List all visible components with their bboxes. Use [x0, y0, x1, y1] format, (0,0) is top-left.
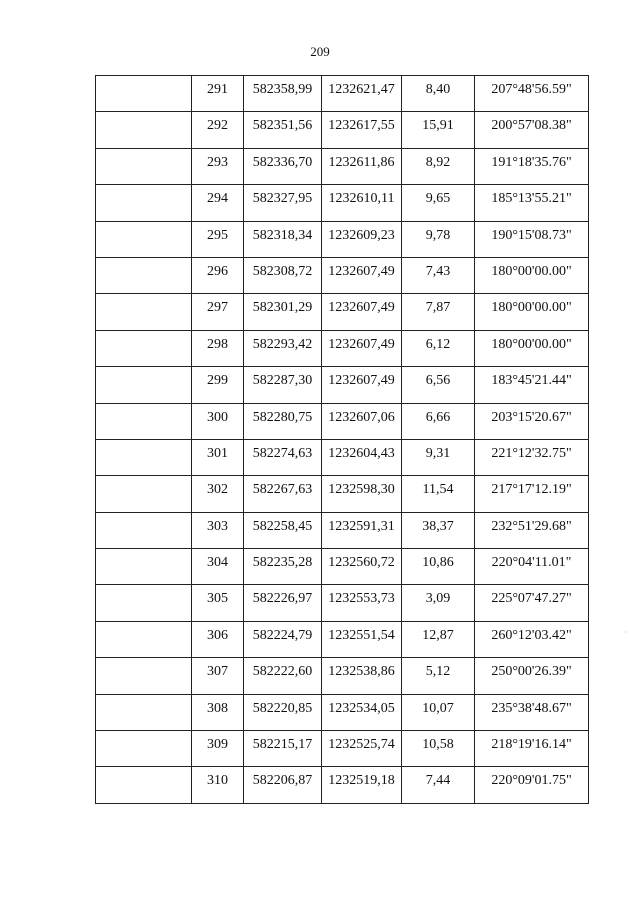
cell-empty — [96, 621, 192, 657]
cell-x-coordinate: 582287,30 — [244, 367, 322, 403]
cell-x-coordinate: 582267,63 — [244, 476, 322, 512]
cell-length: 12,87 — [402, 621, 475, 657]
cell-length: 10,58 — [402, 731, 475, 767]
cell-empty — [96, 221, 192, 257]
cell-point-number: 300 — [192, 403, 244, 439]
table-row — [96, 549, 589, 585]
cell-length: 10,86 — [402, 549, 475, 585]
table-row — [96, 221, 589, 257]
cell-empty — [96, 658, 192, 694]
cell-empty — [96, 148, 192, 184]
cell-x-coordinate: 582358,99 — [244, 76, 322, 112]
cell-empty — [96, 439, 192, 475]
cell-point-number: 304 — [192, 549, 244, 585]
cell-length: 6,12 — [402, 330, 475, 366]
cell-length: 3,09 — [402, 585, 475, 621]
table-row — [96, 694, 589, 730]
table-row — [96, 476, 589, 512]
cell-point-number: 308 — [192, 694, 244, 730]
cell-angle: 217°17'12.19" — [475, 476, 589, 512]
cell-angle: 203°15'20.67" — [475, 403, 589, 439]
cell-point-number: 296 — [192, 257, 244, 293]
cell-length: 5,12 — [402, 658, 475, 694]
cell-point-number: 302 — [192, 476, 244, 512]
cell-x-coordinate: 582274,63 — [244, 439, 322, 475]
table-row — [96, 185, 589, 221]
cell-empty — [96, 294, 192, 330]
cell-empty — [96, 512, 192, 548]
cell-y-coordinate: 1232621,47 — [322, 76, 402, 112]
cell-empty — [96, 185, 192, 221]
cell-y-coordinate: 1232519,18 — [322, 767, 402, 803]
table-row — [96, 112, 589, 148]
cell-y-coordinate: 1232607,49 — [322, 257, 402, 293]
cell-empty — [96, 257, 192, 293]
cell-angle: 190°15'08.73" — [475, 221, 589, 257]
cell-y-coordinate: 1232553,73 — [322, 585, 402, 621]
table-row — [96, 585, 589, 621]
cell-empty — [96, 403, 192, 439]
cell-point-number: 295 — [192, 221, 244, 257]
table-row — [96, 512, 589, 548]
cell-angle: 235°38'48.67" — [475, 694, 589, 730]
cell-length: 9,65 — [402, 185, 475, 221]
cell-x-coordinate: 582336,70 — [244, 148, 322, 184]
table-row — [96, 403, 589, 439]
cell-angle: 180°00'00.00" — [475, 330, 589, 366]
cell-y-coordinate: 1232607,49 — [322, 330, 402, 366]
cell-length: 7,44 — [402, 767, 475, 803]
cell-empty — [96, 585, 192, 621]
cell-point-number: 299 — [192, 367, 244, 403]
cell-length: 15,91 — [402, 112, 475, 148]
cell-length: 7,43 — [402, 257, 475, 293]
cell-angle: 180°00'00.00" — [475, 257, 589, 293]
cell-length: 9,31 — [402, 439, 475, 475]
cell-y-coordinate: 1232591,31 — [322, 512, 402, 548]
cell-length: 8,92 — [402, 148, 475, 184]
cell-x-coordinate: 582224,79 — [244, 621, 322, 657]
coordinates-table — [95, 75, 589, 804]
cell-x-coordinate: 582308,72 — [244, 257, 322, 293]
cell-empty — [96, 330, 192, 366]
cell-point-number: 310 — [192, 767, 244, 803]
cell-y-coordinate: 1232610,11 — [322, 185, 402, 221]
table-row — [96, 330, 589, 366]
coordinates-table-body — [96, 76, 589, 804]
cell-x-coordinate: 582226,97 — [244, 585, 322, 621]
cell-y-coordinate: 1232525,74 — [322, 731, 402, 767]
cell-empty — [96, 476, 192, 512]
cell-length: 7,87 — [402, 294, 475, 330]
table-row — [96, 767, 589, 803]
cell-point-number: 307 — [192, 658, 244, 694]
cell-empty — [96, 767, 192, 803]
cell-length: 10,07 — [402, 694, 475, 730]
cell-angle: 207°48'56.59" — [475, 76, 589, 112]
cell-angle: 250°00'26.39" — [475, 658, 589, 694]
cell-y-coordinate: 1232607,06 — [322, 403, 402, 439]
cell-point-number: 301 — [192, 439, 244, 475]
cell-empty — [96, 367, 192, 403]
cell-empty — [96, 112, 192, 148]
cell-x-coordinate: 582215,17 — [244, 731, 322, 767]
cell-x-coordinate: 582235,28 — [244, 549, 322, 585]
cell-point-number: 294 — [192, 185, 244, 221]
table-row — [96, 367, 589, 403]
cell-angle: 220°09'01.75" — [475, 767, 589, 803]
cell-point-number: 305 — [192, 585, 244, 621]
cell-point-number: 297 — [192, 294, 244, 330]
cell-x-coordinate: 582327,95 — [244, 185, 322, 221]
cell-point-number: 298 — [192, 330, 244, 366]
table-row — [96, 439, 589, 475]
cell-angle: 218°19'16.14" — [475, 731, 589, 767]
cell-empty — [96, 731, 192, 767]
cell-point-number: 292 — [192, 112, 244, 148]
cell-y-coordinate: 1232609,23 — [322, 221, 402, 257]
cell-x-coordinate: 582280,75 — [244, 403, 322, 439]
table-row — [96, 257, 589, 293]
cell-angle: 185°13'55.21" — [475, 185, 589, 221]
cell-y-coordinate: 1232534,05 — [322, 694, 402, 730]
table-row — [96, 658, 589, 694]
cell-y-coordinate: 1232607,49 — [322, 294, 402, 330]
cell-point-number: 306 — [192, 621, 244, 657]
table-row — [96, 621, 589, 657]
cell-angle: 221°12'32.75" — [475, 439, 589, 475]
cell-y-coordinate: 1232611,86 — [322, 148, 402, 184]
cell-x-coordinate: 582293,42 — [244, 330, 322, 366]
cell-angle: 200°57'08.38" — [475, 112, 589, 148]
cell-y-coordinate: 1232617,55 — [322, 112, 402, 148]
cell-length: 6,66 — [402, 403, 475, 439]
cell-y-coordinate: 1232560,72 — [322, 549, 402, 585]
cell-point-number: 303 — [192, 512, 244, 548]
cell-length: 6,56 — [402, 367, 475, 403]
cell-empty — [96, 549, 192, 585]
cell-x-coordinate: 582301,29 — [244, 294, 322, 330]
cell-y-coordinate: 1232538,86 — [322, 658, 402, 694]
cell-angle: 225°07'47.27" — [475, 585, 589, 621]
edge-mark: · — [624, 628, 627, 637]
cell-x-coordinate: 582351,56 — [244, 112, 322, 148]
cell-angle: 220°04'11.01" — [475, 549, 589, 585]
cell-angle: 232°51'29.68" — [475, 512, 589, 548]
cell-length: 11,54 — [402, 476, 475, 512]
cell-empty — [96, 694, 192, 730]
table-row — [96, 294, 589, 330]
cell-length: 9,78 — [402, 221, 475, 257]
cell-angle: 180°00'00.00" — [475, 294, 589, 330]
cell-y-coordinate: 1232604,43 — [322, 439, 402, 475]
cell-x-coordinate: 582258,45 — [244, 512, 322, 548]
cell-y-coordinate: 1232607,49 — [322, 367, 402, 403]
cell-empty — [96, 76, 192, 112]
cell-angle: 260°12'03.42" — [475, 621, 589, 657]
page-number: 209 — [310, 44, 330, 59]
cell-point-number: 291 — [192, 76, 244, 112]
cell-y-coordinate: 1232551,54 — [322, 621, 402, 657]
cell-length: 8,40 — [402, 76, 475, 112]
table-row — [96, 148, 589, 184]
cell-length: 38,37 — [402, 512, 475, 548]
cell-angle: 183°45'21.44" — [475, 367, 589, 403]
cell-y-coordinate: 1232598,30 — [322, 476, 402, 512]
cell-x-coordinate: 582222,60 — [244, 658, 322, 694]
cell-x-coordinate: 582318,34 — [244, 221, 322, 257]
cell-x-coordinate: 582206,87 — [244, 767, 322, 803]
cell-point-number: 293 — [192, 148, 244, 184]
table-row — [96, 76, 589, 112]
cell-angle: 191°18'35.76" — [475, 148, 589, 184]
table-row — [96, 731, 589, 767]
cell-x-coordinate: 582220,85 — [244, 694, 322, 730]
cell-point-number: 309 — [192, 731, 244, 767]
